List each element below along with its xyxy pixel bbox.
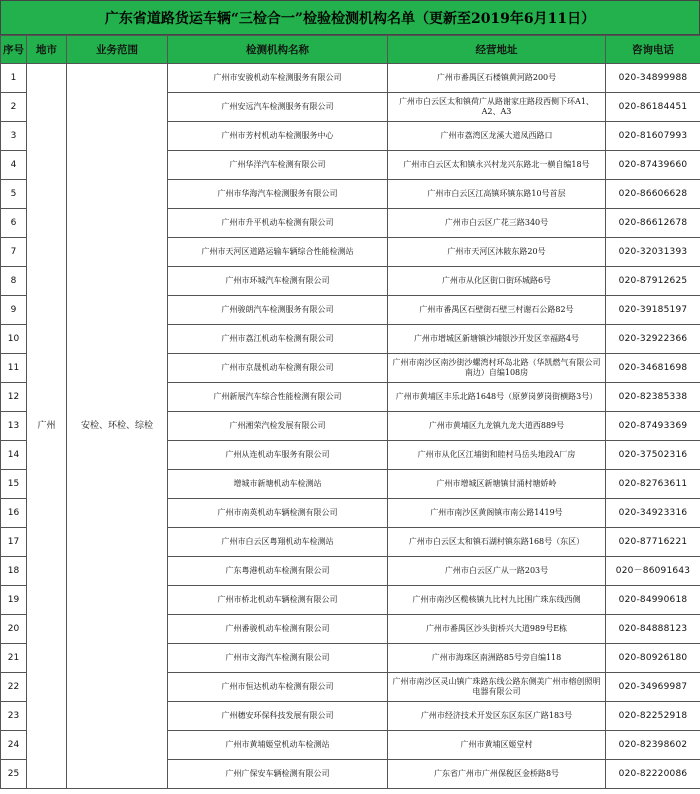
- city-cell: 广州: [27, 64, 67, 789]
- row-number: 2: [1, 93, 27, 122]
- agency-phone: 020－86091643: [606, 557, 700, 586]
- agency-address: 广州市番禺区石楼镇黄河路200号: [388, 64, 606, 93]
- row-number: 9: [1, 296, 27, 325]
- agency-phone: 020-87716221: [606, 528, 700, 557]
- col-header-scope: 业务范围: [67, 36, 168, 64]
- agency-address: 广州市白云区广从一路203号: [388, 557, 606, 586]
- agency-phone: 020-82385338: [606, 383, 700, 412]
- agency-phone: 020-82763611: [606, 470, 700, 499]
- agency-address: 广州市增城区新塘镇甘涌村塘娇岭: [388, 470, 606, 499]
- agency-phone: 020-34923316: [606, 499, 700, 528]
- agency-name: 广州骏朗汽车检测服务有限公司: [168, 296, 388, 325]
- agency-phone: 020-87493369: [606, 412, 700, 441]
- agency-name: 广州从连机动车服务有限公司: [168, 441, 388, 470]
- table-row: [1, 64, 700, 93]
- agency-name: 广州市桥北机动车辆检测有限公司: [168, 586, 388, 615]
- agency-phone: 020-87439660: [606, 151, 700, 180]
- agency-address: 广州市番禺区沙头街桥兴大道989号E栋: [388, 615, 606, 644]
- agency-address: 广州市黄埔区丰乐北路1648号（原萝岗萝岗街横路3号）: [388, 383, 606, 412]
- agency-phone: 020-81607993: [606, 122, 700, 151]
- col-header-city: 地市: [27, 36, 67, 64]
- row-number: 4: [1, 151, 27, 180]
- agency-address: 广州市白云区太和镇永兴村龙兴东路北一横自编18号: [388, 151, 606, 180]
- agency-name: 广东粤港机动车检测有限公司: [168, 557, 388, 586]
- agency-address: 广州市从化区江埔街和睦村马岳头地段A厂房: [388, 441, 606, 470]
- agency-address: 广州市南沙区灵山镇广珠路东线公路东侧美广州市榕创照明电器有限公司: [388, 673, 606, 702]
- agency-address: 广州市从化区街口街环城路6号: [388, 267, 606, 296]
- row-number: 19: [1, 586, 27, 615]
- agency-address: 广州市白云区江高镇环镇东路10号首层: [388, 180, 606, 209]
- row-number: 7: [1, 238, 27, 267]
- agency-address: 广州市黄埔区姬堂村: [388, 731, 606, 760]
- row-number: 13: [1, 412, 27, 441]
- agency-name: 广州市荔江机动车检测有限公司: [168, 325, 388, 354]
- agency-name: 广州市京晟机动车检测有限公司: [168, 354, 388, 383]
- agency-name: 广州市文海汽车检测有限公司: [168, 644, 388, 673]
- agency-name: 广州华洋汽车检测有限公司: [168, 151, 388, 180]
- agency-table: [0, 35, 700, 789]
- col-header-no: 序号: [1, 36, 27, 64]
- row-number: 5: [1, 180, 27, 209]
- row-number: 3: [1, 122, 27, 151]
- row-number: 10: [1, 325, 27, 354]
- agency-phone: 020-84888123: [606, 615, 700, 644]
- agency-name: 广州安远汽车检测服务有限公司: [168, 93, 388, 122]
- header-row: [1, 36, 700, 64]
- agency-name: 广州番骏机动车检测有限公司: [168, 615, 388, 644]
- agency-name: 广州穗安环保科技发展有限公司: [168, 702, 388, 731]
- agency-address: 广州市天河区沐陂东路20号: [388, 238, 606, 267]
- row-number: 8: [1, 267, 27, 296]
- agency-phone: 020-32031393: [606, 238, 700, 267]
- agency-address: 广州市南沙区南沙街沙螺湾村环岛北路（华凯燃气有限公司南边）自编108房: [388, 354, 606, 383]
- agency-address: 广州市白云区太和镇荷广从路谢家庄路段西侧下环A1、A2、A3: [388, 93, 606, 122]
- agency-name: 广州市南英机动车辆检测有限公司: [168, 499, 388, 528]
- agency-address: 广东省广州市广州保税区金桥路8号: [388, 760, 606, 789]
- agency-name: 广州市华海汽车检测服务有限公司: [168, 180, 388, 209]
- agency-name: 广州市白云区粤翔机动车检测站: [168, 528, 388, 557]
- agency-address: 广州市海珠区南洲路85号旁自编118: [388, 644, 606, 673]
- agency-name: 广州市升平机动车检测有限公司: [168, 209, 388, 238]
- scope-cell: 安检、环检、综检: [67, 64, 168, 789]
- row-number: 24: [1, 731, 27, 760]
- agency-name: 增城市新塘机动车检测站: [168, 470, 388, 499]
- agency-phone: 020-86184451: [606, 93, 700, 122]
- agency-phone: 020-39185197: [606, 296, 700, 325]
- page-title: 广东省道路货运车辆“三检合一”检验检测机构名单（更新至2019年6月11日）: [0, 0, 700, 35]
- agency-phone: 020-82220086: [606, 760, 700, 789]
- agency-name: 广州广保安车辆检测有限公司: [168, 760, 388, 789]
- agency-phone: 020-86612678: [606, 209, 700, 238]
- agency-address: 广州市增城区新塘镇沙埔银沙开发区幸福路4号: [388, 325, 606, 354]
- agency-address: 广州市白云区太和镇石湖村镇东路168号（东区）: [388, 528, 606, 557]
- row-number: 14: [1, 441, 27, 470]
- row-number: 18: [1, 557, 27, 586]
- col-header-address: 经营地址: [388, 36, 606, 64]
- row-number: 6: [1, 209, 27, 238]
- agency-phone: 020-32922366: [606, 325, 700, 354]
- agency-phone: 020-82398602: [606, 731, 700, 760]
- agency-phone: 020-34969987: [606, 673, 700, 702]
- agency-address: 广州市南沙区榄核镇九比村九比围广珠东线西侧: [388, 586, 606, 615]
- agency-phone: 020-80926180: [606, 644, 700, 673]
- agency-phone: 020-86606628: [606, 180, 700, 209]
- row-number: 17: [1, 528, 27, 557]
- agency-address: 广州市荔湾区龙溪大道凤西路口: [388, 122, 606, 151]
- agency-name: 广州湘荣汽检发展有限公司: [168, 412, 388, 441]
- row-number: 1: [1, 64, 27, 93]
- agency-address: 广州市黄埔区九龙镇九龙大道西889号: [388, 412, 606, 441]
- agency-name: 广州新展汽车综合性能检测有限公司: [168, 383, 388, 412]
- agency-address: 广州市南沙区黄阁镇市南公路1419号: [388, 499, 606, 528]
- table-body: [1, 64, 700, 789]
- agency-address: 广州市白云区广花三路340号: [388, 209, 606, 238]
- agency-phone: 020-34681698: [606, 354, 700, 383]
- agency-name: 广州市环城汽车检测有限公司: [168, 267, 388, 296]
- row-number: 20: [1, 615, 27, 644]
- agency-name: 广州市芳村机动车检测服务中心: [168, 122, 388, 151]
- agency-name: 广州市天河区道路运输车辆综合性能检测站: [168, 238, 388, 267]
- agency-phone: 020-37502316: [606, 441, 700, 470]
- col-header-name: 检测机构名称: [168, 36, 388, 64]
- col-header-phone: 咨询电话: [606, 36, 700, 64]
- agency-address: 广州市经济技术开发区东区东区广路183号: [388, 702, 606, 731]
- row-number: 15: [1, 470, 27, 499]
- row-number: 16: [1, 499, 27, 528]
- agency-phone: 020-82252918: [606, 702, 700, 731]
- agency-address: 广州市番禺区石壁街石壁三村谢石公路82号: [388, 296, 606, 325]
- row-number: 12: [1, 383, 27, 412]
- row-number: 23: [1, 702, 27, 731]
- agency-phone: 020-34899988: [606, 64, 700, 93]
- row-number: 21: [1, 644, 27, 673]
- row-number: 11: [1, 354, 27, 383]
- row-number: 25: [1, 760, 27, 789]
- agency-name: 广州市黄埔姬堂机动车检测站: [168, 731, 388, 760]
- agency-phone: 020-84990618: [606, 586, 700, 615]
- row-number: 22: [1, 673, 27, 702]
- agency-phone: 020-87912625: [606, 267, 700, 296]
- agency-name: 广州市恒达机动车检测有限公司: [168, 673, 388, 702]
- agency-name: 广州市安骏机动车检测服务有限公司: [168, 64, 388, 93]
